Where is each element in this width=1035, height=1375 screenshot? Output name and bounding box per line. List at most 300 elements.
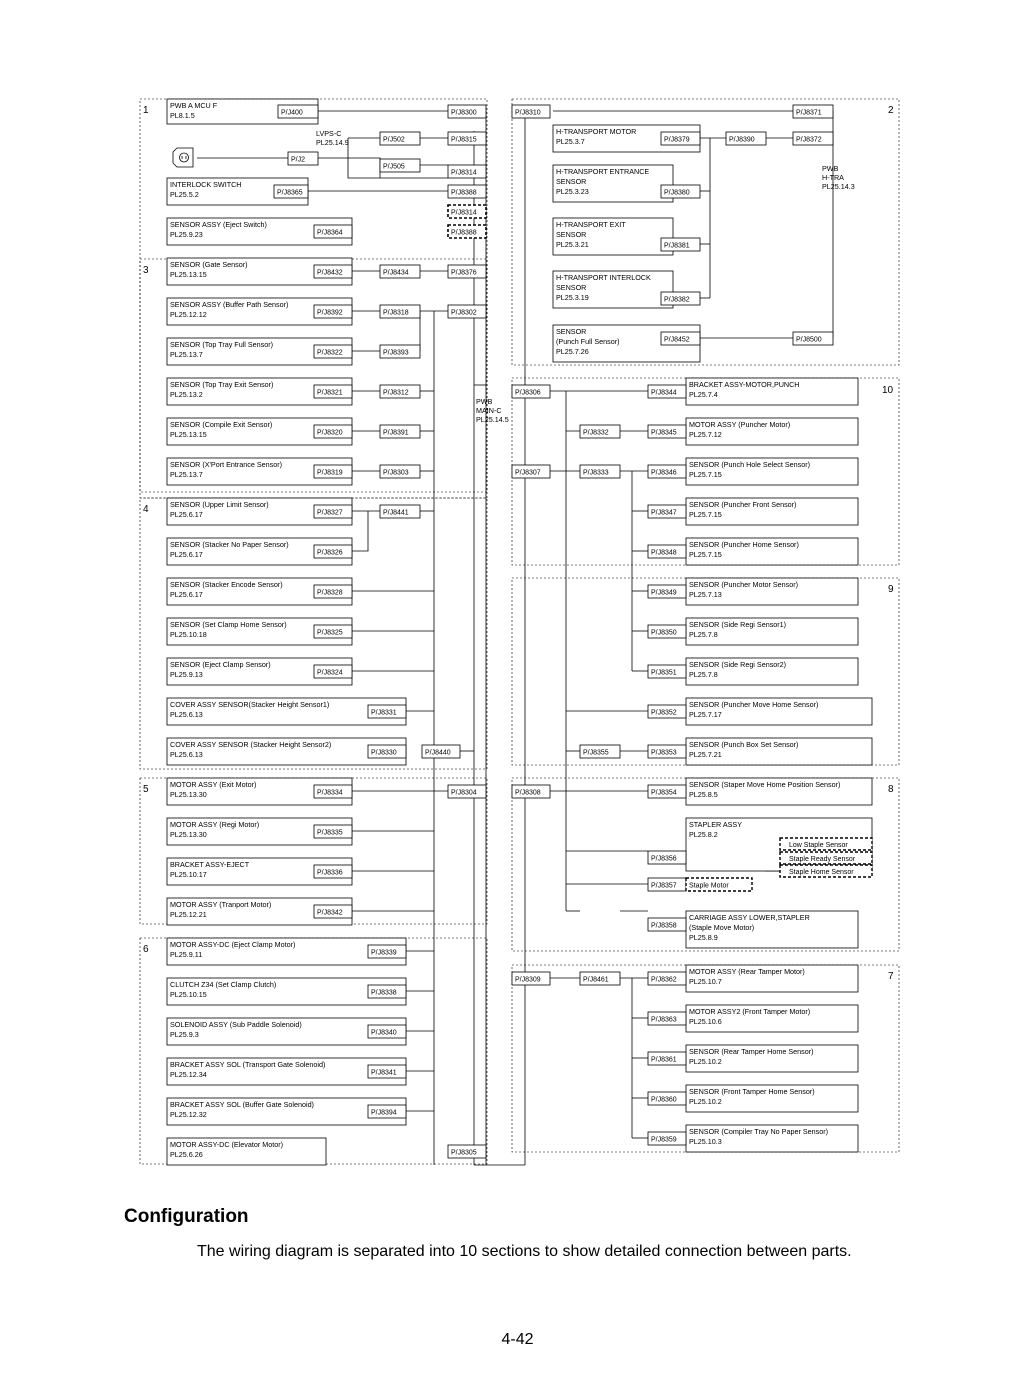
component-label: SENSOR (Puncher Motor Sensor): [689, 580, 799, 589]
connector-label: P/J8353: [651, 749, 677, 757]
component-label: BRACKET ASSY-EJECT: [170, 860, 250, 869]
component-label: PL25.7.17: [689, 710, 722, 719]
connector-box: [380, 465, 420, 478]
component-label: STAPLER ASSY: [689, 820, 742, 829]
connector-label: P/J8345: [651, 429, 677, 437]
component-label: H-TRANSPORT ENTRANCE: [556, 167, 650, 176]
connector-label: P/J8344: [651, 389, 677, 397]
connector-box: [648, 465, 686, 478]
connector-label: P/J505: [383, 163, 405, 171]
connector-box: [368, 1065, 406, 1078]
connector-box: [288, 152, 318, 165]
component-label: PL25.12.32: [170, 1110, 207, 1119]
connector-box: [661, 292, 700, 305]
connector-label: P/J8302: [451, 309, 477, 317]
connector-label: P/J8307: [515, 469, 541, 477]
connector-box: [726, 132, 766, 145]
connector-box: [368, 1105, 406, 1118]
component-label: PL25.7.8: [689, 670, 718, 679]
connector-box: [380, 132, 420, 145]
component-label: SENSOR: [556, 283, 587, 292]
connector-label: P/J8354: [651, 789, 677, 797]
component-label: PL25.10.3: [689, 1137, 722, 1146]
component-label: PL25.7.15: [689, 510, 722, 519]
component-label: SENSOR (Side Regi Sensor1): [689, 620, 787, 629]
component-box: [686, 578, 858, 605]
connector-box: [314, 625, 352, 638]
component-box: [553, 218, 673, 255]
component-label: SENSOR ASSY (Eject Switch): [170, 220, 267, 229]
connector-label: P/J8330: [371, 749, 397, 757]
component-label: MOTOR ASSY (Tranport Motor): [170, 900, 272, 909]
component-label: SENSOR (Puncher Move Home Sensor): [689, 700, 819, 709]
component-label: PL25.9.11: [170, 950, 203, 959]
connector-box: [448, 1145, 486, 1158]
component-label: PL25.7.26: [556, 347, 589, 356]
connector-label: P/J8390: [729, 136, 755, 144]
connector-label: P/J8318: [383, 309, 409, 317]
staple-sensor-label: Staple Home Sensor: [789, 869, 854, 876]
connector-box: [512, 385, 550, 398]
component-box: [686, 911, 858, 948]
connector-box: [314, 665, 352, 678]
component-label: SENSOR (Compiler Tray No Paper Sensor): [689, 1127, 829, 1136]
component-label: PL25.8.2: [689, 830, 718, 839]
component-label: PL25.7.8: [689, 630, 718, 639]
connector-box: [314, 505, 352, 518]
board-label: PWB: [822, 164, 839, 173]
connector-label: P/J8350: [651, 629, 677, 637]
connector-box: [648, 665, 686, 678]
section-number: 7: [888, 971, 894, 982]
component-label: COVER ASSY SENSOR(Stacker Height Sensor1): [170, 700, 330, 709]
section-number: 3: [143, 265, 149, 276]
connector-label: P/J8326: [317, 549, 343, 557]
component-label: MOTOR ASSY (Rear Tamper Motor): [689, 967, 805, 976]
connector-box: [648, 878, 686, 891]
component-box: [686, 1045, 858, 1072]
component-label: PL25.13.7: [170, 350, 203, 359]
component-box: [686, 378, 858, 405]
component-label: PL25.6.17: [170, 550, 203, 559]
connector-box: [368, 945, 406, 958]
connector-box: [793, 332, 833, 345]
connector-box: [448, 265, 486, 278]
component-label: CARRIAGE ASSY LOWER,STAPLER: [689, 913, 810, 922]
connector-box: [422, 745, 460, 758]
component-label: SENSOR (Top Tray Full Sensor): [170, 340, 274, 349]
connector-label: P/J8394: [371, 1109, 397, 1117]
connector-box: [314, 265, 352, 278]
component-label: SENSOR: [556, 327, 587, 336]
connector-box: [314, 225, 352, 238]
connector-label: P/J8334: [317, 789, 343, 797]
connector-box: [512, 785, 550, 798]
component-box: [553, 271, 673, 308]
staple-sensor-box: [780, 852, 872, 864]
connector-label: P/J8312: [383, 389, 409, 397]
component-label: MOTOR ASSY-DC (Elevator Motor): [170, 1140, 284, 1149]
component-label: PL25.13.30: [170, 790, 207, 799]
wire: [318, 158, 380, 165]
connector-box: [648, 625, 686, 638]
component-label: PL25.10.7: [689, 977, 722, 986]
component-box: [686, 1085, 858, 1112]
connector-label: P/J8347: [651, 509, 677, 517]
connector-box: [368, 705, 406, 718]
component-label: SENSOR (Puncher Home Sensor): [689, 540, 799, 549]
component-label: PL25.13.15: [170, 430, 207, 439]
connector-label: P/J8325: [317, 629, 343, 637]
connector-box: [648, 1012, 686, 1025]
connector-label: P/J8440: [425, 749, 451, 757]
connector-label: P/J8371: [796, 109, 822, 117]
component-label: PL25.5.2: [170, 190, 199, 199]
component-label: SENSOR: [556, 177, 587, 186]
component-label: PL25.10.18: [170, 630, 207, 639]
component-label: SENSOR (Side Regi Sensor2): [689, 660, 787, 669]
connector-box: [661, 185, 700, 198]
component-box: [686, 698, 872, 725]
connector-label: P/J8359: [651, 1136, 677, 1144]
component-label: PL25.6.13: [170, 710, 203, 719]
component-label: SENSOR (Gate Sensor): [170, 260, 248, 269]
component-label: SENSOR (Puncher Front Sensor): [689, 500, 797, 509]
board-label: PL25.14.3: [822, 182, 855, 191]
connector-label: P/J8335: [317, 829, 343, 837]
connector-box: [648, 1132, 686, 1145]
connector-label: P/J8376: [451, 269, 477, 277]
component-label: PL25.9.3: [170, 1030, 199, 1039]
connector-box: [448, 305, 486, 318]
section-number: 6: [143, 944, 149, 955]
connector-label: P/J8349: [651, 589, 677, 597]
component-label: PL25.3.21: [556, 240, 589, 249]
connector-label: P/J8352: [651, 709, 677, 717]
configuration-description: The wiring diagram is separated into 10 sections to show detailed connection between parts.: [197, 1243, 852, 1260]
connector-label: P/J8461: [583, 976, 609, 984]
connector-box: [274, 185, 308, 198]
connector-label: P/J8500: [796, 336, 822, 344]
connector-label: P/J8351: [651, 669, 677, 677]
board-label: MAIN-C: [476, 406, 502, 415]
staple-sensor-label: Staple Ready Sensor: [789, 856, 856, 863]
connector-label: P/J8372: [796, 136, 822, 144]
connector-label: P/J8382: [664, 296, 690, 304]
component-label: PL25.10.17: [170, 870, 207, 879]
component-label: PL25.10.2: [689, 1057, 722, 1066]
connector-label: P/J8339: [371, 949, 397, 957]
component-label: PL25.8.9: [689, 933, 718, 942]
connector-box: [648, 918, 686, 931]
component-box: [686, 658, 858, 685]
component-label: SENSOR (Compile Exit Sensor): [170, 420, 273, 429]
section-number: 8: [888, 784, 894, 795]
component-label: COVER ASSY SENSOR (Stacker Height Sensor2): [170, 740, 332, 749]
connector-label: P/J8362: [651, 976, 677, 984]
connector-label: P/J8346: [651, 469, 677, 477]
connector-label: P/J8434: [383, 269, 409, 277]
connector-box: [648, 1052, 686, 1065]
component-box: [686, 458, 858, 485]
connector-box: [380, 159, 420, 172]
connector-box: [648, 745, 686, 758]
connector-label: P/J8309: [515, 976, 541, 984]
connector-label: P/J8341: [371, 1069, 397, 1077]
section-number: 5: [143, 784, 149, 795]
connector-box: [661, 132, 700, 145]
connector-box: [380, 425, 420, 438]
connector-box: [380, 505, 420, 518]
component-label: PL25.12.12: [170, 310, 207, 319]
component-label: INTERLOCK SWITCH: [170, 180, 242, 189]
component-box: [686, 778, 872, 805]
component-box: [686, 738, 872, 765]
connector-box: [648, 505, 686, 518]
component-box: [686, 965, 858, 992]
connector-label: P/J502: [383, 136, 405, 144]
power-plug-icon: [173, 148, 193, 167]
connector-box: [648, 785, 686, 798]
connector-label: P/J8380: [664, 189, 690, 197]
connector-label: P/J8331: [371, 709, 397, 717]
connector-label: P/J8338: [371, 989, 397, 997]
connector-box: [448, 205, 486, 218]
connector-box: [278, 105, 318, 118]
component-box: [686, 498, 858, 525]
component-label: PL25.3.7: [556, 137, 585, 146]
connector-label: P/J8392: [317, 309, 343, 317]
connector-label: P/J8320: [317, 429, 343, 437]
component-label: PL25.7.13: [689, 590, 722, 599]
component-label: (Staple Move Motor): [689, 923, 755, 932]
board-label: PWB: [476, 397, 493, 406]
component-box: [686, 1125, 858, 1152]
connector-box: [580, 425, 620, 438]
connector-box: [648, 545, 686, 558]
component-label: PL25.12.34: [170, 1070, 207, 1079]
component-box: [686, 418, 858, 445]
connector-label: P/J8379: [664, 136, 690, 144]
component-label: SENSOR (Rear Tamper Home Sensor): [689, 1047, 814, 1056]
connector-box: [512, 105, 550, 118]
component-label: PL25.10.2: [689, 1097, 722, 1106]
component-label: PL25.7.15: [689, 470, 722, 479]
connector-box: [314, 345, 352, 358]
component-label: PL25.10.6: [689, 1017, 722, 1026]
connector-box: [368, 1025, 406, 1038]
section-number: 10: [882, 385, 894, 396]
component-label: SENSOR (Punch Box Set Sensor): [689, 740, 799, 749]
connector-label: P/J8303: [383, 469, 409, 477]
connector-label: P/J8381: [664, 242, 690, 250]
component-label: SENSOR (Stacker Encode Sensor): [170, 580, 283, 589]
component-label: MOTOR ASSY-DC (Eject Clamp Motor): [170, 940, 296, 949]
connector-box: [314, 545, 352, 558]
connector-box: [380, 265, 420, 278]
connector-label: P/J8348: [651, 549, 677, 557]
component-label: MOTOR ASSY2 (Front Tamper Motor): [689, 1007, 811, 1016]
component-label: SENSOR (Front Tamper Home Sensor): [689, 1087, 815, 1096]
component-label: PL25.9.23: [170, 230, 203, 239]
connector-label: P/J8365: [277, 189, 303, 197]
component-box: [686, 618, 858, 645]
component-label: SENSOR (Punch Hole Select Sensor): [689, 460, 811, 469]
component-label: MOTOR ASSY (Regi Motor): [170, 820, 260, 829]
connector-box: [648, 705, 686, 718]
wire: [566, 391, 580, 431]
section-number: 1: [143, 105, 149, 116]
component-label: SENSOR (Top Tray Exit Sensor): [170, 380, 274, 389]
connector-box: [793, 105, 833, 118]
component-label: PL25.7.12: [689, 430, 722, 439]
connector-label: P/J8391: [383, 429, 409, 437]
component-label: H-TRANSPORT EXIT: [556, 220, 626, 229]
component-label: SENSOR (Eject Clamp Sensor): [170, 660, 271, 669]
component-label: H-TRANSPORT INTERLOCK: [556, 273, 651, 282]
wire: [352, 511, 368, 551]
connector-label: P/J8432: [317, 269, 343, 277]
connector-box: [648, 1092, 686, 1105]
component-box: [686, 1005, 858, 1032]
component-label: PL25.3.23: [556, 187, 589, 196]
connector-label: P/J8340: [371, 1029, 397, 1037]
section-number: 4: [143, 504, 149, 515]
component-label: BRACKET ASSY-MOTOR,PUNCH: [689, 380, 800, 389]
connector-label: P/J8388: [451, 189, 477, 197]
connector-label: P/J8336: [317, 869, 343, 877]
connector-label: P/J8308: [515, 789, 541, 797]
connector-label: P/J8342: [317, 909, 343, 917]
component-label: PL25.10.15: [170, 990, 207, 999]
connector-label: P/J8314: [451, 169, 477, 177]
board-label: LVPS-C: [316, 129, 342, 138]
connector-label: P/J8393: [383, 349, 409, 357]
component-label: PWB A MCU F: [170, 101, 218, 110]
connector-label: P/J8364: [317, 229, 343, 237]
component-label: SENSOR: [556, 230, 587, 239]
component-label: PL25.7.4: [689, 390, 718, 399]
component-label: PL25.13.2: [170, 390, 203, 399]
connector-box: [314, 585, 352, 598]
component-label: CLUTCH Z34 (Set Clamp Clutch): [170, 980, 277, 989]
connector-box: [512, 972, 550, 985]
component-label: SENSOR ASSY (Buffer Path Sensor): [170, 300, 289, 309]
connector-label: P/J8441: [383, 509, 409, 517]
connector-box: [648, 972, 686, 985]
component-label: PL25.3.19: [556, 293, 589, 302]
component-label: PL25.13.15: [170, 270, 207, 279]
connector-label: P/J8328: [317, 589, 343, 597]
connector-label: P/J8332: [583, 429, 609, 437]
component-label: PL25.9.13: [170, 670, 203, 679]
component-label: PL25.7.15: [689, 550, 722, 559]
staple-sensor-label: Low Staple Sensor: [789, 842, 848, 849]
connector-box: [314, 785, 352, 798]
staple-motor-box: [686, 878, 752, 891]
connector-label: P/J8321: [317, 389, 343, 397]
component-label: PL25.6.26: [170, 1150, 203, 1159]
connector-box: [314, 465, 352, 478]
connector-box: [448, 165, 486, 178]
connector-label: P/J8327: [317, 509, 343, 517]
component-label: MOTOR ASSY (Exit Motor): [170, 780, 257, 789]
connector-box: [648, 385, 686, 398]
connector-box: [380, 305, 420, 318]
component-label: PL25.13.30: [170, 830, 207, 839]
connector-box: [314, 905, 352, 918]
component-label: SENSOR (Stacker No Paper Sensor): [170, 540, 289, 549]
connector-label: P/J8314: [451, 209, 477, 217]
connector-box: [380, 345, 420, 358]
connector-box: [314, 865, 352, 878]
connector-box: [314, 305, 352, 318]
connector-box: [580, 972, 620, 985]
connector-label: P/J8357: [651, 882, 677, 890]
board-label: PL25.14.9: [316, 138, 349, 147]
connector-label: P/J8310: [515, 109, 541, 117]
component-label: SENSOR (Upper Limit Sensor): [170, 500, 269, 509]
connector-box: [648, 425, 686, 438]
connector-box: [793, 132, 833, 145]
component-label: PL25.6.17: [170, 590, 203, 599]
component-label: PL25.6.13: [170, 750, 203, 759]
component-label: PL25.13.7: [170, 470, 203, 479]
component-label: PL25.6.17: [170, 510, 203, 519]
connector-label: P/J8324: [317, 669, 343, 677]
connector-box: [448, 132, 486, 145]
connector-box: [368, 745, 406, 758]
connector-label: P/J8315: [451, 136, 477, 144]
connector-label: P/J8300: [451, 109, 477, 117]
component-label: PL25.7.21: [689, 750, 722, 759]
connector-label: P/J8306: [515, 389, 541, 397]
connector-label: P/J8356: [651, 855, 677, 863]
component-label: PL25.12.21: [170, 910, 207, 919]
connector-box: [314, 825, 352, 838]
connector-box: [380, 385, 420, 398]
connector-label: P/J8305: [451, 1149, 477, 1157]
staple-sensor-box: [780, 838, 872, 850]
connector-label: P/J8355: [583, 749, 609, 757]
staple-sensor-box: [780, 865, 872, 877]
page-number: 4-42: [501, 1331, 534, 1348]
component-label: SENSOR (X'Port Entrance Sensor): [170, 460, 283, 469]
component-label: SENSOR (Staper Move Home Position Sensor): [689, 780, 841, 789]
component-label: BRACKET ASSY SOL (Transport Gate Solenoid): [170, 1060, 326, 1069]
connector-box: [448, 185, 486, 198]
connector-label: P/J8452: [664, 336, 690, 344]
connector-box: [580, 745, 620, 758]
connector-box: [661, 332, 700, 345]
connector-label: P/J8363: [651, 1016, 677, 1024]
connector-box: [580, 465, 620, 478]
connector-box: [448, 785, 486, 798]
connector-box: [314, 385, 352, 398]
component-label: SOLENOID ASSY (Sub Paddle Solenoid): [170, 1020, 302, 1029]
connector-label: P/J8319: [317, 469, 343, 477]
connector-label: P/J2: [291, 156, 306, 164]
board-label: H-TRA: [822, 173, 844, 182]
component-box: [167, 1138, 326, 1165]
connector-label: P/J8358: [651, 922, 677, 930]
component-label: PL25.8.5: [689, 790, 718, 799]
component-label: MOTOR ASSY (Puncher Motor): [689, 420, 791, 429]
connector-box: [368, 985, 406, 998]
connector-box: [661, 238, 700, 251]
component-label: PL8.1.5: [170, 111, 195, 120]
section-number: 2: [888, 105, 894, 116]
